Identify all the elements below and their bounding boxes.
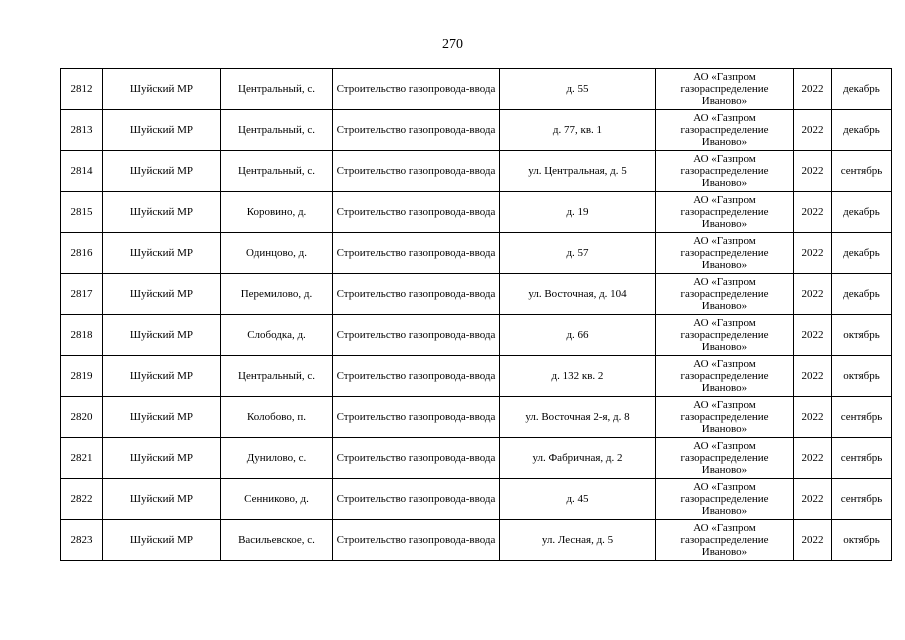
work-type: Строительство газопровода-ввода (336, 206, 496, 218)
year-cell (794, 151, 832, 192)
row-number: 2817 (70, 288, 93, 300)
organization-line-1: АО «Газпром (693, 235, 756, 247)
settlement-cell (221, 110, 333, 151)
organization-line-1: АО «Газпром (693, 153, 756, 165)
organization-cell (656, 69, 794, 110)
address-cell (500, 479, 656, 520)
organization-cell (656, 192, 794, 233)
district-cell (103, 479, 221, 520)
organization-line-3: Иваново» (701, 300, 748, 312)
organization-line-3: Иваново» (701, 136, 748, 148)
organization-line-2: газораспределение (680, 165, 769, 177)
row-number-cell (61, 233, 103, 274)
address-cell (500, 69, 656, 110)
table-row (61, 397, 892, 438)
district-cell (103, 274, 221, 315)
month-cell (832, 315, 892, 356)
row-number: 2819 (70, 370, 93, 382)
year: 2022 (801, 206, 824, 218)
row-number-cell (61, 438, 103, 479)
organization-line-1: АО «Газпром (693, 399, 756, 411)
work-type-cell (333, 315, 500, 356)
year-cell (794, 397, 832, 438)
row-number-cell (61, 356, 103, 397)
month-cell (832, 356, 892, 397)
organization-line-2: газораспределение (680, 206, 769, 218)
organization-line-3: Иваново» (701, 177, 748, 189)
month: декабрь (843, 83, 880, 95)
organization-cell (656, 520, 794, 561)
address-cell (500, 233, 656, 274)
year-cell (794, 438, 832, 479)
organization-line-1: АО «Газпром (693, 194, 756, 206)
month: декабрь (843, 247, 880, 259)
organization-line-2: газораспределение (680, 288, 769, 300)
address: д. 45 (566, 493, 589, 505)
year: 2022 (801, 411, 824, 423)
settlement: Колобово, п. (247, 411, 306, 423)
organization-line-1: АО «Газпром (693, 112, 756, 124)
settlement-cell (221, 397, 333, 438)
year: 2022 (801, 288, 824, 300)
district: Шуйский МР (129, 165, 194, 177)
district-cell (103, 192, 221, 233)
organization-line-2: газораспределение (680, 370, 769, 382)
district: Шуйский МР (129, 452, 194, 464)
table-body (61, 69, 892, 561)
year-cell (794, 233, 832, 274)
year-cell (794, 356, 832, 397)
table-row (61, 233, 892, 274)
settlement-cell (221, 438, 333, 479)
district: Шуйский МР (129, 411, 194, 423)
address: д. 55 (566, 83, 589, 95)
settlement-cell (221, 69, 333, 110)
district: Шуйский МР (129, 288, 194, 300)
organization-cell (656, 110, 794, 151)
address: д. 77, кв. 1 (552, 124, 603, 136)
work-type-cell (333, 520, 500, 561)
settlement: Дунилово, с. (246, 452, 307, 464)
address: ул. Восточная, д. 104 (528, 288, 627, 300)
organization-line-2: газораспределение (680, 247, 769, 259)
settlement: Коровино, д. (246, 206, 307, 218)
month-cell (832, 233, 892, 274)
address-cell (500, 315, 656, 356)
month: сентябрь (840, 452, 883, 464)
gasification-table (60, 68, 892, 561)
table-row (61, 69, 892, 110)
organization-line-2: газораспределение (680, 534, 769, 546)
row-number: 2813 (70, 124, 93, 136)
district: Шуйский МР (129, 329, 194, 341)
address: д. 57 (566, 247, 589, 259)
settlement-cell (221, 479, 333, 520)
district-cell (103, 356, 221, 397)
settlement: Центральный, с. (238, 370, 315, 382)
district: Шуйский МР (129, 534, 194, 546)
work-type-cell (333, 192, 500, 233)
organization-line-2: газораспределение (680, 329, 769, 341)
settlement-cell (221, 356, 333, 397)
organization-cell (656, 356, 794, 397)
organization-line-1: АО «Газпром (693, 358, 756, 370)
month: октябрь (843, 534, 880, 546)
work-type: Строительство газопровода-ввода (336, 493, 496, 505)
organization-cell (656, 397, 794, 438)
district-cell (103, 397, 221, 438)
year-cell (794, 479, 832, 520)
organization-line-2: газораспределение (680, 83, 769, 95)
work-type: Строительство газопровода-ввода (336, 288, 496, 300)
row-number-cell (61, 397, 103, 438)
table-row (61, 479, 892, 520)
work-type-cell (333, 274, 500, 315)
address: д. 66 (566, 329, 589, 341)
work-type: Строительство газопровода-ввода (336, 124, 496, 136)
row-number-cell (61, 110, 103, 151)
settlement: Центральный, с. (238, 124, 315, 136)
row-number-cell (61, 479, 103, 520)
work-type: Строительство газопровода-ввода (336, 411, 496, 423)
row-number-cell (61, 315, 103, 356)
month-cell (832, 274, 892, 315)
organization-cell (656, 315, 794, 356)
row-number-cell (61, 274, 103, 315)
work-type-cell (333, 110, 500, 151)
work-type-cell (333, 69, 500, 110)
month: сентябрь (840, 411, 883, 423)
district-cell (103, 438, 221, 479)
table-row (61, 315, 892, 356)
organization-line-3: Иваново» (701, 505, 748, 517)
organization-line-1: АО «Газпром (693, 481, 756, 493)
district-cell (103, 151, 221, 192)
address: д. 132 кв. 2 (551, 370, 604, 382)
address: ул. Восточная 2-я, д. 8 (525, 411, 630, 423)
district-cell (103, 315, 221, 356)
address: ул. Фабричная, д. 2 (532, 452, 623, 464)
district: Шуйский МР (129, 370, 194, 382)
organization-line-2: газораспределение (680, 493, 769, 505)
settlement: Центральный, с. (238, 83, 315, 95)
organization-cell (656, 479, 794, 520)
month-cell (832, 110, 892, 151)
year-cell (794, 192, 832, 233)
organization-line-3: Иваново» (701, 259, 748, 271)
organization-line-1: АО «Газпром (693, 440, 756, 452)
year: 2022 (801, 534, 824, 546)
year: 2022 (801, 370, 824, 382)
organization-line-2: газораспределение (680, 411, 769, 423)
row-number: 2816 (70, 247, 93, 259)
organization-line-2: газораспределение (680, 452, 769, 464)
work-type-cell (333, 233, 500, 274)
work-type: Строительство газопровода-ввода (336, 452, 496, 464)
work-type: Строительство газопровода-ввода (336, 83, 496, 95)
settlement: Центральный, с. (238, 165, 315, 177)
year: 2022 (801, 247, 824, 259)
row-number: 2822 (70, 493, 93, 505)
row-number: 2820 (70, 411, 93, 423)
year: 2022 (801, 165, 824, 177)
month: сентябрь (840, 493, 883, 505)
organization-line-3: Иваново» (701, 218, 748, 230)
settlement-cell (221, 233, 333, 274)
row-number-cell (61, 192, 103, 233)
month-cell (832, 69, 892, 110)
address-cell (500, 438, 656, 479)
settlement: Одинцово, д. (245, 247, 308, 259)
year-cell (794, 110, 832, 151)
year-cell (794, 315, 832, 356)
address-cell (500, 520, 656, 561)
organization-line-1: АО «Газпром (693, 522, 756, 534)
row-number: 2812 (70, 83, 93, 95)
address-cell (500, 274, 656, 315)
district: Шуйский МР (129, 83, 194, 95)
organization-cell (656, 233, 794, 274)
address: ул. Лесная, д. 5 (541, 534, 614, 546)
address-cell (500, 192, 656, 233)
year-cell (794, 274, 832, 315)
work-type-cell (333, 397, 500, 438)
month-cell (832, 479, 892, 520)
row-number: 2818 (70, 329, 93, 341)
district: Шуйский МР (129, 206, 194, 218)
address-cell (500, 356, 656, 397)
table-row (61, 520, 892, 561)
organization-line-1: АО «Газпром (693, 276, 756, 288)
month-cell (832, 397, 892, 438)
work-type: Строительство газопровода-ввода (336, 329, 496, 341)
organization-line-3: Иваново» (701, 341, 748, 353)
organization-line-3: Иваново» (701, 95, 748, 107)
month-cell (832, 438, 892, 479)
organization-line-3: Иваново» (701, 382, 748, 394)
organization-line-1: АО «Газпром (693, 317, 756, 329)
work-type: Строительство газопровода-ввода (336, 370, 496, 382)
organization-line-1: АО «Газпром (693, 71, 756, 83)
month: декабрь (843, 124, 880, 136)
year-cell (794, 69, 832, 110)
district: Шуйский МР (129, 247, 194, 259)
settlement: Слободка, д. (247, 329, 306, 341)
table-row (61, 274, 892, 315)
address: ул. Центральная, д. 5 (528, 165, 627, 177)
month: октябрь (843, 370, 880, 382)
table-row (61, 356, 892, 397)
organization-cell (656, 438, 794, 479)
district: Шуйский МР (129, 493, 194, 505)
month: сентябрь (840, 165, 883, 177)
year: 2022 (801, 493, 824, 505)
organization-line-3: Иваново» (701, 423, 748, 435)
district: Шуйский МР (129, 124, 194, 136)
address-cell (500, 110, 656, 151)
month-cell (832, 192, 892, 233)
address-cell (500, 151, 656, 192)
month: октябрь (843, 329, 880, 341)
work-type-cell (333, 479, 500, 520)
row-number-cell (61, 520, 103, 561)
year: 2022 (801, 329, 824, 341)
settlement-cell (221, 274, 333, 315)
settlement-cell (221, 315, 333, 356)
work-type: Строительство газопровода-ввода (336, 165, 496, 177)
settlement: Сенниково, д. (244, 493, 309, 505)
settlement-cell (221, 520, 333, 561)
district-cell (103, 233, 221, 274)
table-row (61, 151, 892, 192)
work-type-cell (333, 438, 500, 479)
month-cell (832, 520, 892, 561)
settlement: Перемилово, д. (240, 288, 313, 300)
district-cell (103, 520, 221, 561)
work-type-cell (333, 151, 500, 192)
district-cell (103, 110, 221, 151)
organization-line-2: газораспределение (680, 124, 769, 136)
table-row (61, 192, 892, 233)
page-number: 270 (442, 37, 463, 52)
month-cell (832, 151, 892, 192)
year: 2022 (801, 124, 824, 136)
row-number-cell (61, 151, 103, 192)
address: д. 19 (566, 206, 589, 218)
row-number-cell (61, 69, 103, 110)
organization-cell (656, 151, 794, 192)
work-type: Строительство газопровода-ввода (336, 247, 496, 259)
district-cell (103, 69, 221, 110)
year: 2022 (801, 83, 824, 95)
settlement-cell (221, 192, 333, 233)
year: 2022 (801, 452, 824, 464)
work-type: Строительство газопровода-ввода (336, 534, 496, 546)
organization-line-3: Иваново» (701, 546, 748, 558)
year-cell (794, 520, 832, 561)
settlement: Васильевское, с. (238, 534, 315, 546)
work-type-cell (333, 356, 500, 397)
settlement-cell (221, 151, 333, 192)
month: декабрь (843, 288, 880, 300)
table-row (61, 110, 892, 151)
organization-line-3: Иваново» (701, 464, 748, 476)
table-row (61, 438, 892, 479)
row-number: 2823 (70, 534, 93, 546)
row-number: 2814 (70, 165, 93, 177)
month: декабрь (843, 206, 880, 218)
row-number: 2815 (70, 206, 93, 218)
row-number: 2821 (70, 452, 93, 464)
address-cell (500, 397, 656, 438)
organization-cell (656, 274, 794, 315)
